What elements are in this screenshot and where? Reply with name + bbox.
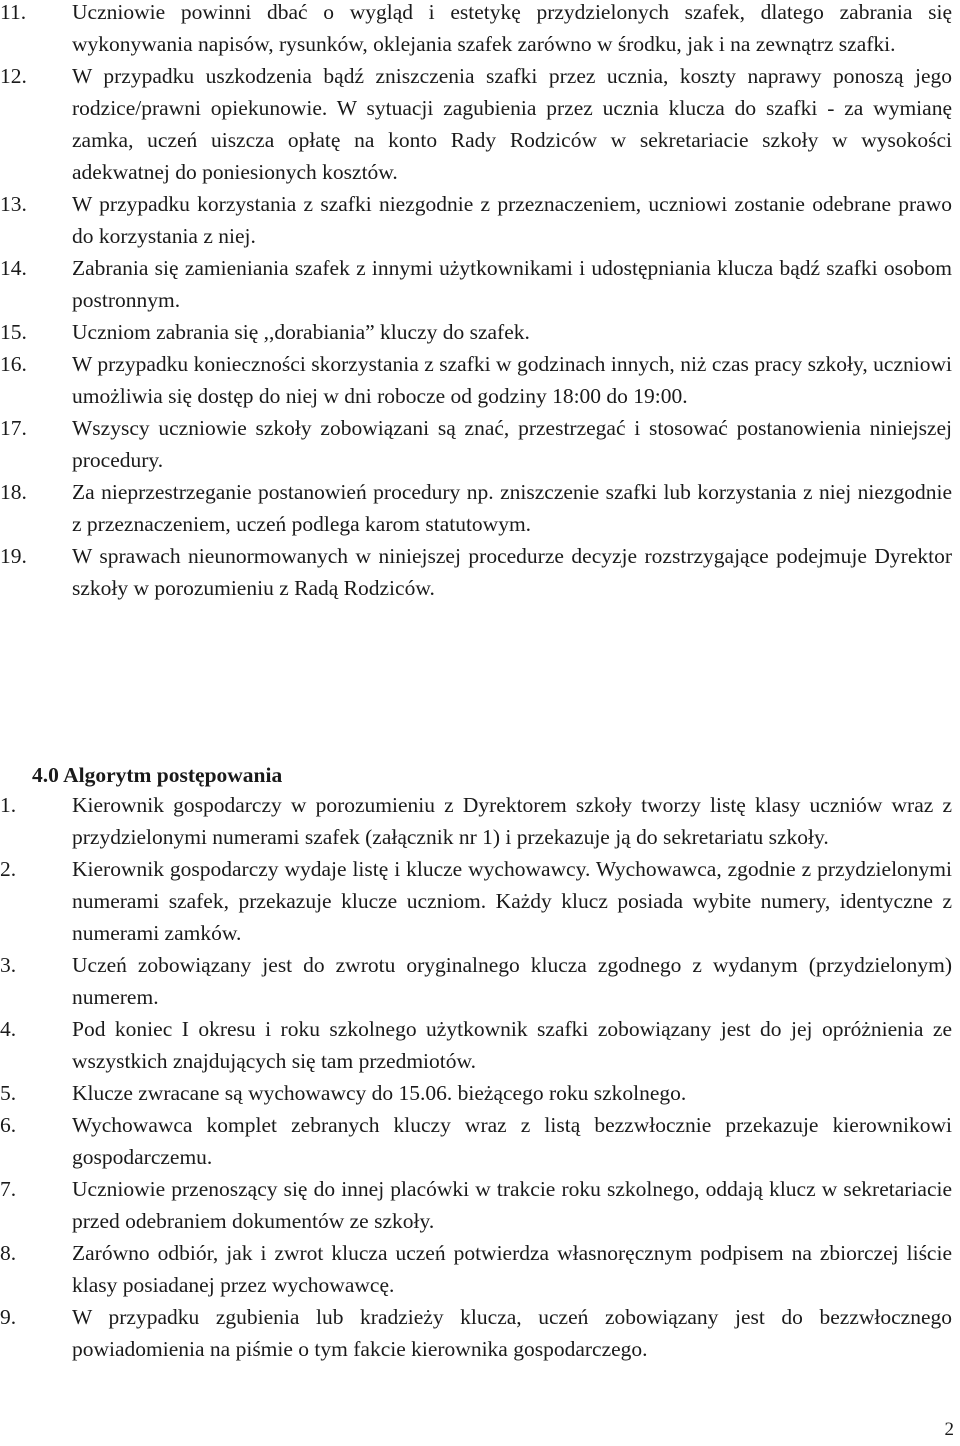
rule-item-11	[0, 0, 960, 60]
rule-item-12	[0, 60, 960, 188]
rule-item-17	[0, 412, 960, 476]
step-text: Pod koniec I okresu i roku szkolnego użytkownik szafki zobowiązany jest do jej opróżnienia ze wszystkich znajdujących się tam przedmiotów.	[72, 1017, 952, 1073]
step-text: Kierownik gospodarczy wydaje listę i klucze wychowawcy. Wychowawca, zgodnie z przydzielonymi numerami szafek, przekazuje klucze uczniom. Każdy klucz posiada wybite numery, identyczne z numerami zamków.	[72, 857, 952, 945]
step-number: 3.	[0, 953, 17, 977]
procedure-steps-list	[0, 789, 960, 1365]
step-item-3	[0, 949, 960, 1013]
rules-list	[0, 0, 960, 604]
rule-number: 18.	[0, 480, 27, 504]
rule-number: 15.	[0, 320, 27, 344]
rule-number: 17.	[0, 416, 27, 440]
step-item-4	[0, 1013, 960, 1077]
rule-number: 14.	[0, 256, 27, 280]
step-item-7	[0, 1173, 960, 1237]
step-text: Uczeń zobowiązany jest do zwrotu oryginalnego klucza zgodnego z wydanym (przydzielonym) numerem.	[72, 953, 952, 1009]
step-number: 7.	[0, 1177, 17, 1201]
step-item-2	[0, 853, 960, 949]
step-number: 8.	[0, 1241, 17, 1265]
page-number: 2	[944, 1419, 954, 1440]
rule-number: 16.	[0, 352, 27, 376]
rule-number: 12.	[0, 64, 27, 88]
step-text: Kierownik gospodarczy w porozumieniu z Dyrektorem szkoły tworzy listę klasy uczniów wraz z przydzielonymi numerami szafek (załącznik nr 1) i przekazuje ją do sekretariatu szkoły.	[72, 793, 952, 849]
rule-item-15	[0, 316, 960, 348]
step-number: 5.	[0, 1081, 17, 1105]
rule-number: 13.	[0, 192, 27, 216]
step-text: Wychowawca komplet zebranych kluczy wraz z listą bezzwłocznie przekazuje kierownikowi gospodarczemu.	[72, 1113, 952, 1169]
step-item-8	[0, 1237, 960, 1301]
step-number: 1.	[0, 793, 17, 817]
step-number: 9.	[0, 1305, 17, 1329]
rule-text: W przypadku korzystania z szafki niezgodnie z przeznaczeniem, uczniowi zostanie odebrane prawo do korzystania z niej.	[72, 192, 952, 248]
step-text: Klucze zwracane są wychowawcy do 15.06. bieżącego roku szkolnego.	[72, 1081, 687, 1105]
rule-text: Wszyscy uczniowie szkoły zobowiązani są znać, przestrzegać i stosować postanowienia niniejszej procedury.	[72, 416, 952, 472]
step-item-5	[0, 1077, 960, 1109]
rule-item-18	[0, 476, 960, 540]
rule-text: Za nieprzestrzeganie postanowień procedury np. zniszczenie szafki lub korzystania z niej niezgodnie z przeznaczeniem, uczeń podlega karom statutowym.	[72, 480, 952, 536]
rule-item-13	[0, 188, 960, 252]
step-text: W przypadku zgubienia lub kradzieży klucza, uczeń zobowiązany jest do bezzwłocznego powiadomienia na piśmie o tym fakcie kierownika gospodarczego.	[72, 1305, 952, 1361]
rule-item-19	[0, 540, 960, 604]
rule-text: Zabrania się zamieniania szafek z innymi użytkownikami i udostępniania klucza bądź szafki osobom postronnym.	[72, 256, 952, 312]
step-item-1	[0, 789, 960, 853]
rule-item-14	[0, 252, 960, 316]
step-item-6	[0, 1109, 960, 1173]
rule-text: W przypadku uszkodzenia bądź zniszczenia szafki przez ucznia, koszty naprawy ponoszą jego rodzice/prawni opiekunowie. W sytuacji zagubienia przez ucznia klucza do szafki - za wymianę zamka, uczeń uiszcza opłatę na konto Rady Rodziców w sekretariacie szkoły w wysokości adekwatnej do poniesionych kosztów.	[72, 64, 952, 184]
rule-text: W sprawach nieunormowanych w niniejszej procedurze decyzje rozstrzygające podejmuje Dyrektor szkoły w porozumieniu z Radą Rodziców.	[72, 544, 952, 600]
rule-text: Uczniom zabrania się ,,dorabiania” kluczy do szafek.	[72, 320, 530, 344]
rule-text: Uczniowie powinni dbać o wygląd i estetykę przydzielonych szafek, dlatego zabrania się wykonywania napisów, rysunków, oklejania szafek zarówno w środku, jak i na zewnątrz szafki.	[72, 0, 952, 56]
rule-item-16	[0, 348, 960, 412]
section-heading: 4.0 Algorytm postępowania	[32, 763, 283, 787]
step-number: 6.	[0, 1113, 17, 1137]
rule-text: W przypadku konieczności skorzystania z szafki w godzinach innych, niż czas pracy szkoły, uczniowi umożliwia się dostęp do niej w dni robocze od godziny 18:00 do 19:00.	[72, 352, 952, 408]
rule-number: 11.	[0, 0, 27, 24]
step-item-9	[0, 1301, 960, 1365]
step-text: Zarówno odbiór, jak i zwrot klucza uczeń potwierdza własnoręcznym podpisem na zbiorczej liście klasy posiadanej przez wychowawcę.	[72, 1241, 952, 1297]
rule-number: 19.	[0, 544, 27, 568]
step-text: Uczniowie przenoszący się do innej placówki w trakcie roku szkolnego, oddają klucz w sekretariacie przed odebraniem dokumentów ze szkoły.	[72, 1177, 952, 1233]
step-number: 4.	[0, 1017, 17, 1041]
step-number: 2.	[0, 857, 17, 881]
